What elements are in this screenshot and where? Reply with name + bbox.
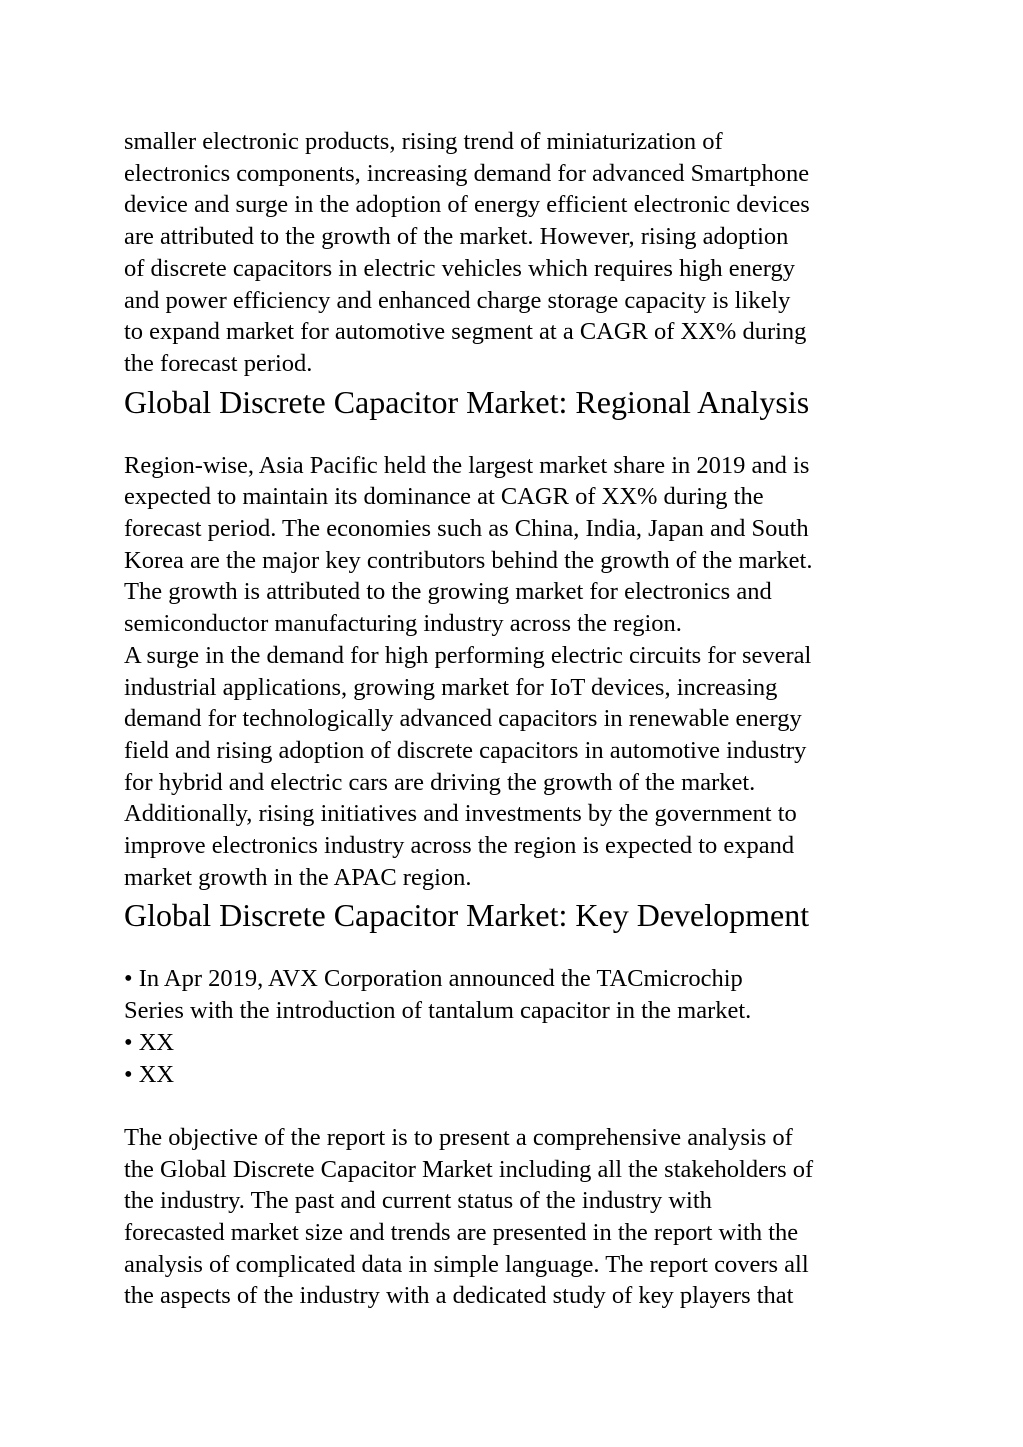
intro-line: device and surge in the adoption of energy efficient electronic devices bbox=[124, 191, 810, 219]
objective-line: analysis of complicated data in simple language. The report covers all bbox=[124, 1250, 809, 1278]
regional-line: semiconductor manufacturing industry across the region. bbox=[124, 610, 682, 638]
regional-line: Korea are the major key contributors behind the growth of the market. bbox=[124, 546, 813, 574]
development-item: • XX bbox=[124, 1028, 175, 1056]
regional-line: Additionally, rising initiatives and investments by the government to bbox=[124, 800, 797, 828]
intro-line: to expand market for automotive segment at a CAGR of XX% during bbox=[124, 318, 807, 346]
development-list bbox=[124, 963, 914, 1090]
key-development-heading: Global Discrete Capacitor Market: Key Development bbox=[124, 897, 810, 934]
objective-paragraph bbox=[124, 1122, 914, 1312]
intro-line: and power efficiency and enhanced charge storage capacity is likely bbox=[124, 286, 791, 314]
regional-paragraph bbox=[124, 450, 914, 894]
regional-line: market growth in the APAC region. bbox=[124, 863, 472, 891]
intro-line: the forecast period. bbox=[124, 349, 313, 377]
regional-line: improve electronics industry across the region is expected to expand bbox=[124, 832, 795, 860]
development-item: Series with the introduction of tantalum capacitor in the market. bbox=[124, 997, 752, 1025]
objective-line: the industry. The past and current status of the industry with bbox=[124, 1187, 712, 1215]
document-page bbox=[124, 126, 914, 1312]
regional-line: industrial applications, growing market for IoT devices, increasing bbox=[124, 673, 778, 701]
intro-line: are attributed to the growth of the market. However, rising adoption bbox=[124, 223, 789, 251]
regional-line: Region-wise, Asia Pacific held the largest market share in 2019 and is bbox=[124, 451, 810, 479]
regional-analysis-heading: Global Discrete Capacitor Market: Regional Analysis bbox=[124, 383, 810, 420]
objective-line: the aspects of the industry with a dedicated study of key players that bbox=[124, 1282, 794, 1310]
regional-line: expected to maintain its dominance at CAGR of XX% during the bbox=[124, 483, 764, 511]
regional-line: for hybrid and electric cars are driving the growth of the market. bbox=[124, 768, 756, 796]
intro-line: smaller electronic products, rising trend of miniaturization of bbox=[124, 128, 723, 155]
regional-line: The growth is attributed to the growing market for electronics and bbox=[124, 578, 772, 606]
intro-line: electronics components, increasing demand for advanced Smartphone bbox=[124, 159, 810, 187]
intro-line: of discrete capacitors in electric vehicles which requires high energy bbox=[124, 254, 795, 282]
intro-paragraph bbox=[124, 126, 914, 380]
objective-line: forecasted market size and trends are presented in the report with the bbox=[124, 1219, 799, 1247]
development-item: • XX bbox=[124, 1060, 175, 1088]
objective-line: The objective of the report is to present a comprehensive analysis of bbox=[124, 1123, 793, 1151]
regional-line: demand for technologically advanced capacitors in renewable energy bbox=[124, 705, 802, 733]
development-item: • In Apr 2019, AVX Corporation announced the TACmicrochip bbox=[124, 965, 743, 993]
regional-line: field and rising adoption of discrete capacitors in automotive industry bbox=[124, 736, 807, 764]
regional-line: forecast period. The economies such as China, India, Japan and South bbox=[124, 515, 809, 543]
regional-line: A surge in the demand for high performing electric circuits for several bbox=[124, 641, 812, 669]
objective-line: the Global Discrete Capacitor Market including all the stakeholders of bbox=[124, 1155, 814, 1183]
